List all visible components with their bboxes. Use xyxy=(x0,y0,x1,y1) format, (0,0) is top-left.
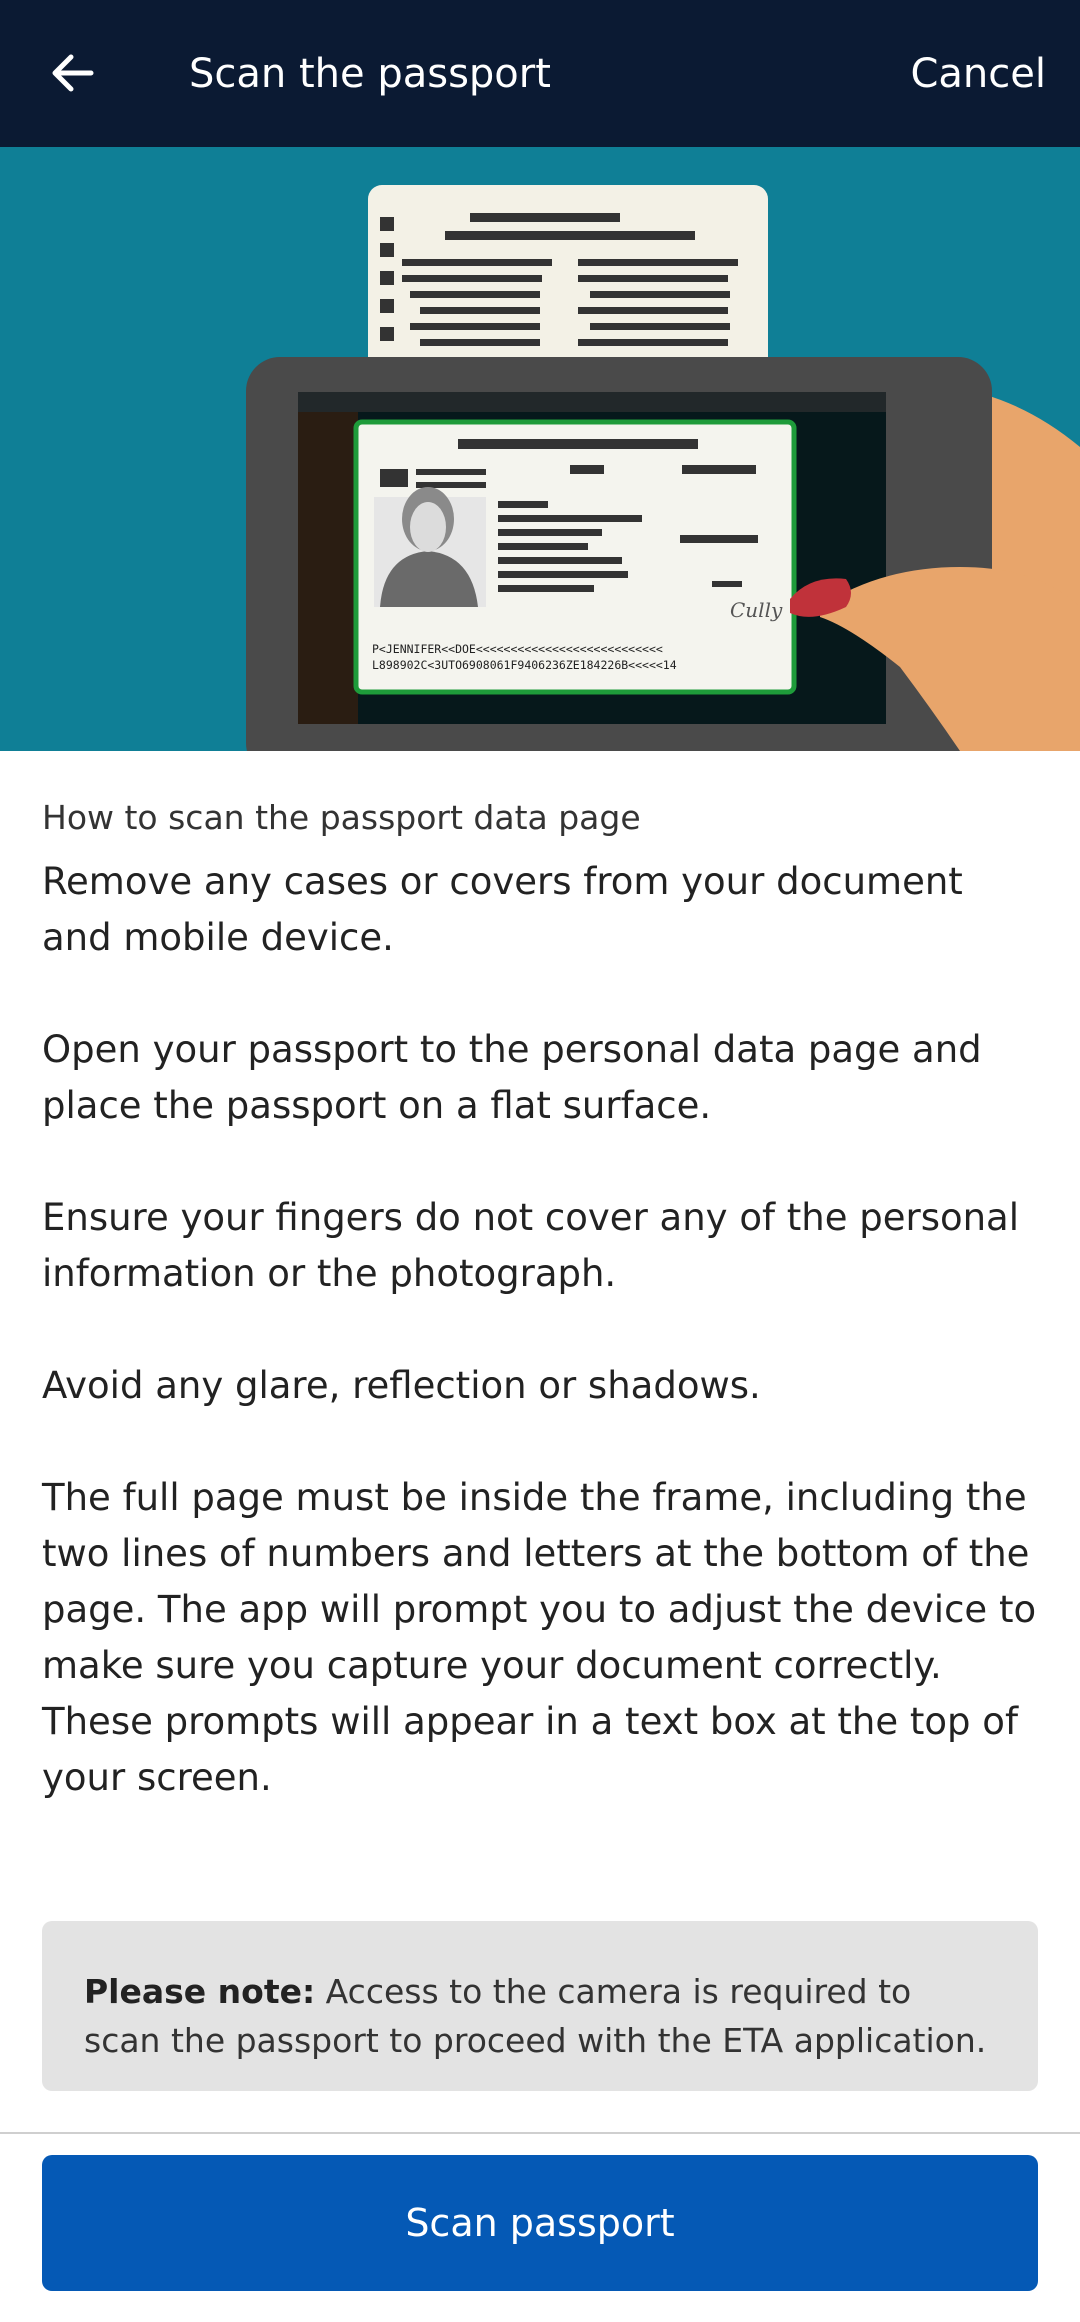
instruction-paragraph: Avoid any glare, reflection or shadows. xyxy=(42,1364,761,1407)
back-button[interactable] xyxy=(36,40,110,106)
instruction-paragraph: Open your passport to the personal data page and place the passport on a flat surface. xyxy=(42,1028,982,1127)
passport-scan-illustration xyxy=(0,147,1080,751)
instruction-paragraph: Ensure your fingers do not cover any of the personal information or the photograph. xyxy=(42,1196,1020,1295)
note-text: Access to the camera is required to scan the passport to proceed with the ETA application. xyxy=(84,1972,987,2060)
instructions-heading: How to scan the passport data page xyxy=(42,798,641,837)
instructions xyxy=(42,794,1038,1862)
instruction-paragraph: The full page must be inside the frame, including the two lines of numbers and letters at the bottom of the page. The app will prompt you to adjust the device to make sure you capture your document correctly. These prompts will appear in a text box at the top of your screen. xyxy=(42,1476,1037,1799)
note-label: Please note: xyxy=(84,1972,316,2011)
cancel-button[interactable]: Cancel xyxy=(910,51,1046,97)
scan-passport-button[interactable]: Scan passport xyxy=(42,2155,1038,2291)
back-arrow-icon xyxy=(49,49,97,97)
page-title: Scan the passport xyxy=(189,51,551,97)
mrz-line-2: L898902C<3UTO6908061F9406236ZE184226B<<<<<14 xyxy=(372,658,677,672)
camera-note xyxy=(42,1921,1038,2091)
app-bar xyxy=(0,0,1080,147)
divider xyxy=(0,2132,1080,2134)
svg-text:Cully: Cully xyxy=(730,598,783,622)
instruction-paragraph: Remove any cases or covers from your document and mobile device. xyxy=(42,860,963,959)
mrz-line-1: P<JENNIFER<<DOE<<<<<<<<<<<<<<<<<<<<<<<<<<< xyxy=(372,642,663,656)
